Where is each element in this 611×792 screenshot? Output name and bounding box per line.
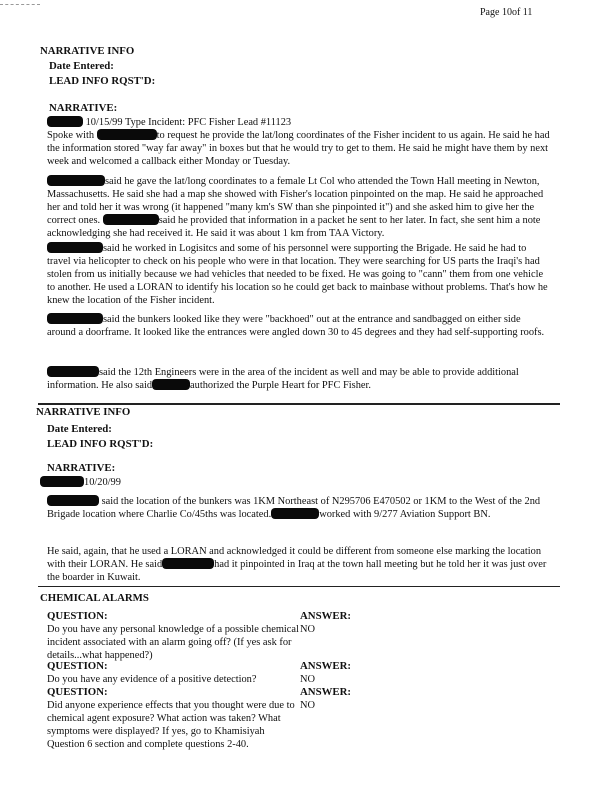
section-heading: NARRATIVE INFO: [40, 45, 135, 57]
paragraph-text: He said, again, that he used a LORAN and acknowledged it could be different from someone else marking the location with their LORAN. He said: [47, 546, 542, 570]
answer-value: NO: [300, 674, 316, 685]
chemical-alarms-heading: CHEMICAL ALARMS: [40, 592, 149, 604]
narrative-paragraph: [47, 545, 552, 584]
narrative-paragraph: [47, 175, 552, 240]
paragraph-text: had it pinpointed in Iraq at the town hall meeting but he told her it was just over the boarder in Kuwait.: [47, 559, 547, 583]
question-label: QUESTION:: [47, 660, 108, 672]
question-text: Did anyone experience effects that you thought were due to chemical agent exposure? What action was taken? What symptoms were displayed? If yes, go to Khamisiyah Question 6 section and complete questions 2-40.: [47, 700, 295, 750]
paragraph-text: said he worked in Logisitcs and some of his personnel were supporting the Brigade. He said he had to travel via helicopter to check on his people who were in that location. They were searching for US parts the Iraqi's had stolen from us initially because we had vehicles that needed to be fixed. He was going to "cann" them from one vehicle to another. He used a LORAN to identify his location so he could get back to mainbase without problems. That's how he knew the location of the Fisher incident.: [47, 243, 548, 306]
scan-artifact: [0, 4, 40, 5]
question-text: Do you have any personal knowledge of a possible chemical incident associated with an alarm going off? (If yes ask for details...what happened?): [47, 624, 299, 661]
redaction-block: [103, 214, 159, 225]
paragraph-text: said he gave the lat/long coordinates to a female Lt Col who attended the Town Hall meeting in Newton, Massachusetts. He said she had a map she showed with Fisher's location pinpointed on the map. He said he approached her and told her it was wrong (it happened "many km's SW than she pinpointed it") and she asked him to give her the correct ones.: [47, 176, 544, 226]
date-entered-label: Date Entered:: [47, 423, 112, 435]
paragraph-text: authorized the Purple Heart for PFC Fisher.: [190, 380, 371, 391]
paragraph-text: to request he provide the lat/long coordinates of the Fisher incident to us again. He said he had the information stored "way far away" in boxes but that he would try to get to them. He said he might have them by next week and welcomed a callback either Monday or Tuesday.: [47, 130, 550, 167]
section-divider: [38, 403, 560, 405]
paragraph-text: worked with 9/277 Aviation Support BN.: [319, 509, 491, 520]
paragraph-text: said he provided that information in a packet he sent to her later. In fact, she sent him a note acknowledging she had received it. He said it was about 1 km from TAA Victory.: [47, 215, 541, 239]
narrative-paragraph: [47, 116, 552, 168]
redaction-block: [47, 242, 103, 253]
answer-value: NO: [300, 624, 316, 635]
redaction-block: [97, 129, 157, 140]
redaction-block: [47, 366, 99, 377]
paragraph-text: said the 12th Engineers were in the area of the incident as well and may be able to provide additional information. He also said: [47, 367, 519, 391]
redaction-block: [271, 508, 319, 519]
question-label: QUESTION:: [47, 686, 108, 698]
paragraph-text: said the location of the bunkers was 1KM Northeast of N295706 E470502 or 1KM to the West of the 2nd Brigade location where Charlie Co/45ths was located.: [47, 496, 541, 520]
narrative-paragraph: [40, 476, 545, 489]
lead-info-label: LEAD INFO RQST'D:: [49, 75, 156, 87]
redaction-block: [162, 558, 214, 569]
paragraph-text: said the bunkers looked like they were "backhoed" out at the entrance and sandbagged on either side around a doorframe. It looked like the entrances were angled down 30 to 45 degrees and they had self-supporting roofs.: [47, 314, 545, 338]
narrative-paragraph: [47, 366, 552, 392]
narrative-label: NARRATIVE:: [47, 462, 116, 474]
redaction-block: [152, 379, 190, 390]
question-label: QUESTION:: [47, 610, 108, 622]
page-number: Page 10of 11: [480, 7, 533, 18]
date-entered-label: Date Entered:: [49, 60, 114, 72]
redaction-block: [47, 116, 83, 127]
section-heading: NARRATIVE INFO: [36, 406, 131, 418]
narrative-paragraph: [47, 242, 552, 307]
answer-label: ANSWER:: [300, 610, 351, 622]
answer-label: ANSWER:: [300, 686, 351, 698]
paragraph-text: 10/20/99: [84, 477, 121, 488]
answer-value: NO: [300, 700, 316, 711]
narrative-paragraph: [47, 313, 552, 339]
paragraph-text: Spoke with: [47, 130, 97, 141]
redaction-block: [47, 495, 99, 506]
paragraph-text: 10/15/99 Type Incident: PFC Fisher Lead #11123: [83, 117, 292, 128]
answer-label: ANSWER:: [300, 660, 351, 672]
narrative-label: NARRATIVE:: [49, 102, 118, 114]
lead-info-label: LEAD INFO RQST'D:: [47, 438, 154, 450]
question-text: Do you have any evidence of a positive detection?: [47, 674, 257, 685]
narrative-paragraph: [47, 495, 552, 521]
redaction-block: [47, 175, 105, 186]
redaction-block: [40, 476, 84, 487]
redaction-block: [47, 313, 103, 324]
section-divider: [38, 586, 560, 587]
